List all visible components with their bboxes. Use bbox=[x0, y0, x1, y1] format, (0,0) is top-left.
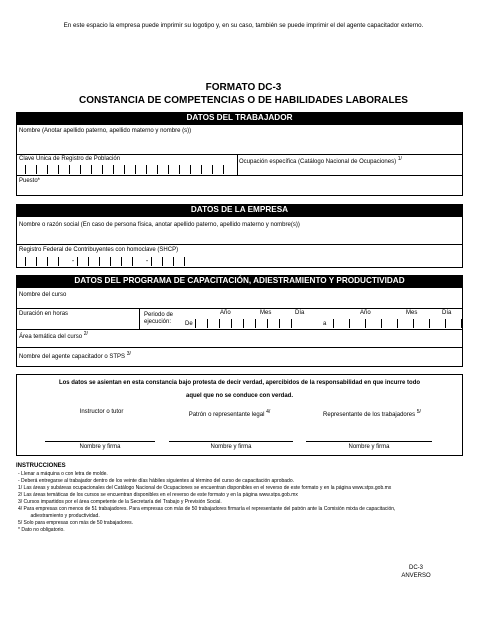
program-section-heading: DATOS DEL PROGRAMA DE CAPACITACIÓN, ADIESTRAMIENTO Y PRODUCTIVIDAD bbox=[16, 275, 463, 287]
position-label: Puesto* bbox=[19, 178, 41, 184]
rfc-label: Registro Federal de Contribuyentes con homoclave (SHCP) bbox=[19, 247, 179, 253]
start-year-label: Año bbox=[220, 310, 231, 316]
occupation-field[interactable] bbox=[238, 163, 462, 175]
company-name-label: Nombre o razón social (En caso de persona física, anotar apellido paterno, apellido materno y nombre(s)) bbox=[19, 222, 300, 228]
agent-label: Nombre del agente capacitador o STPS $^{3/}$ bbox=[19, 351, 131, 360]
form-side: ANVERSO bbox=[401, 573, 431, 579]
worker-name-label: Nombre (Anotar apellido paterno, apellido materno y nombre (s)) bbox=[19, 128, 192, 134]
form-code: DC-3 bbox=[408, 565, 423, 571]
rfc-boxes[interactable]: - - bbox=[25, 257, 185, 266]
curp-label: Clave Única de Registro de Población bbox=[19, 156, 121, 162]
instruction-item: * Dato no obligatorio. bbox=[18, 527, 65, 533]
end-day-label: Día bbox=[442, 310, 452, 316]
instructor-label: Instructor o tutor bbox=[79, 409, 124, 415]
area-field[interactable] bbox=[17, 330, 462, 347]
company-section-heading: DATOS DE LA EMPRESA bbox=[16, 204, 463, 216]
hours-field[interactable] bbox=[17, 309, 139, 329]
course-name-field[interactable] bbox=[17, 292, 462, 308]
statement-line-2: aquel que no se conduce con verdad. bbox=[185, 393, 294, 399]
instruction-item: 2/ Las áreas temáticas de los cursos se encuentran disponibles en el reverso de este formato y en la página www.stps.gob.mx bbox=[18, 492, 298, 498]
from-label: De bbox=[185, 321, 193, 327]
end-date-boxes[interactable] bbox=[333, 319, 462, 328]
hours-label: Duración en horas bbox=[19, 311, 69, 317]
workers-rep-label: Representante de los trabajadores $^{5/}$ bbox=[323, 409, 421, 418]
form-subtitle: CONSTANCIA DE COMPETENCIAS O DE HABILIDADES LABORALES bbox=[79, 95, 408, 106]
curp-boxes[interactable] bbox=[25, 165, 224, 174]
worker-section bbox=[16, 124, 463, 196]
logo-space-note: En este espacio la empresa puede imprimir su logotipo y, en su caso, también se puede imprimir el del agente capacitador externo. bbox=[63, 22, 424, 29]
instruction-item: 4/ Para empresas con menos de 51 trabajadores. Para empresas con más de 50 trabajadores firmaría el representante del patrón ante la Comisión mixta de capacitación, bbox=[18, 506, 396, 512]
period-label: Periodo de bbox=[144, 312, 174, 318]
instructions-heading: INSTRUCCIONES bbox=[16, 463, 66, 469]
instruction-item: - Deberá entregarse al trabajador dentro de los veinte días hábiles siguientes al término del curso de capacitación aprobado. bbox=[18, 478, 295, 484]
instruction-item: 1/ Las áreas y subáreas ocupacionales del Catálogo Nacional de Ocupaciones se encuentran disponibles en el reverso de este formato y en la página www.stps.gob.mx bbox=[18, 485, 392, 491]
instruction-item: 3/ Cursos impartidos por el área competente de la Secretaría del Trabajo y Previsión Social. bbox=[18, 499, 222, 505]
worker-section-heading: DATOS DEL TRABAJADOR bbox=[16, 112, 463, 124]
agent-field[interactable] bbox=[17, 348, 462, 366]
start-date-boxes[interactable] bbox=[195, 319, 292, 328]
instructor-signature-field[interactable] bbox=[45, 423, 155, 441]
end-year-label: Año bbox=[360, 310, 371, 316]
course-name-label: Nombre del curso bbox=[19, 292, 67, 298]
program-section bbox=[16, 287, 463, 367]
company-name-field[interactable] bbox=[17, 222, 462, 244]
worker-name-field[interactable] bbox=[17, 128, 462, 154]
start-day-label: Día bbox=[295, 310, 305, 316]
instruction-item: - Llenar a máquina o con letra de molde. bbox=[18, 471, 108, 477]
employer-label: Patrón o representante legal $^{4/}$ bbox=[188, 409, 271, 418]
instruction-item: 5/ Solo para empresas con más de 50 trabajadores. bbox=[18, 520, 134, 526]
area-label: Área temática del curso $^{2/}$ bbox=[19, 331, 88, 340]
instructor-name-sign: Nombre y firma bbox=[79, 444, 121, 450]
start-month-label: Mes bbox=[260, 310, 272, 316]
occupation-label: Ocupación específica (Catálogo Nacional de Ocupaciones) $^{1/}$ bbox=[239, 156, 402, 165]
period-label-2: ejecución: bbox=[144, 319, 172, 325]
employer-signature-field[interactable] bbox=[169, 423, 293, 441]
form-title: FORMATO DC-3 bbox=[205, 82, 282, 93]
instruction-item: adiestramiento y productividad. bbox=[18, 513, 100, 519]
position-field[interactable] bbox=[47, 176, 462, 195]
employer-name-sign: Nombre y firma bbox=[210, 444, 252, 450]
to-label: a bbox=[323, 321, 327, 327]
statement-line-1: Los datos se asientan en esta constancia bajo protesta de decir verdad, apercibidos de la responsabilidad en que incurre todo bbox=[58, 380, 421, 386]
company-section bbox=[16, 216, 463, 268]
end-month-label: Mes bbox=[406, 310, 418, 316]
workers-rep-name-sign: Nombre y firma bbox=[348, 444, 390, 450]
signatures-section bbox=[16, 374, 463, 456]
workers-rep-signature-field[interactable] bbox=[306, 423, 432, 441]
